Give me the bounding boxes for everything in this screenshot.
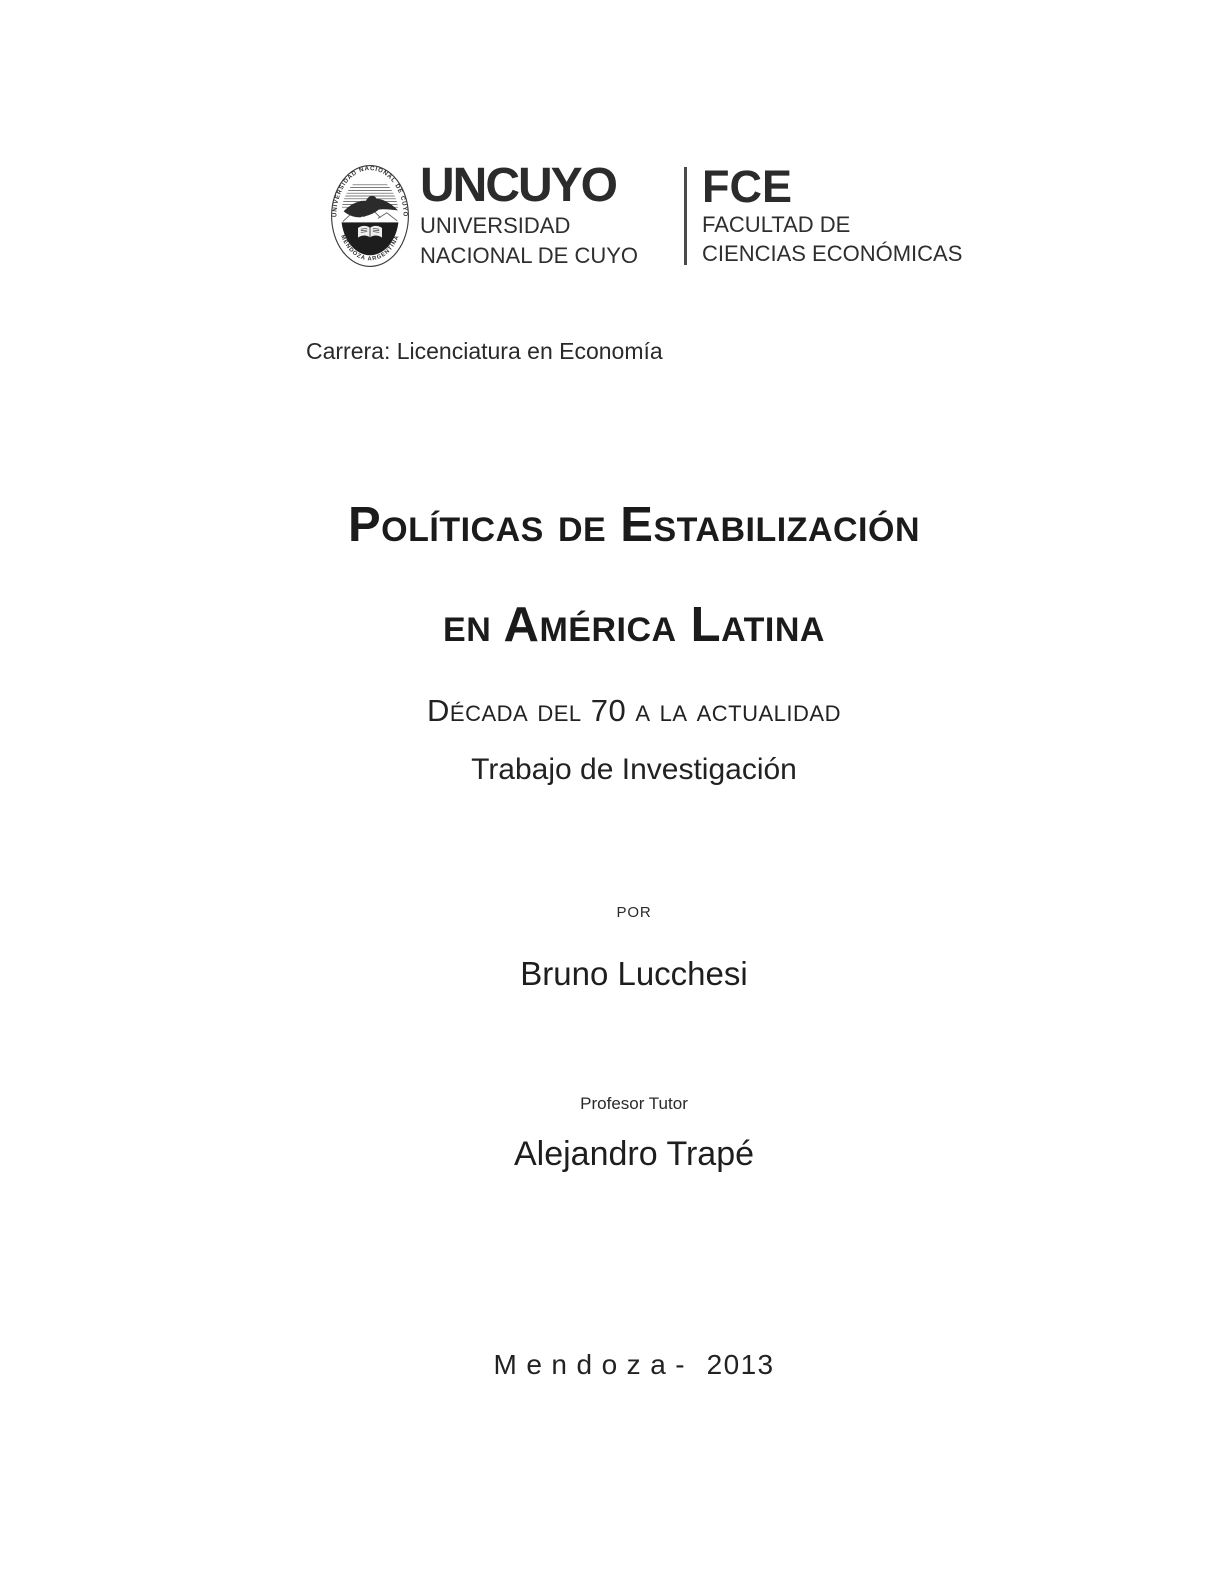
footer-date — [44, 1349, 1224, 1381]
seal-top-text: UNIVERSIDAD NACIONAL DE CUYO — [331, 164, 409, 218]
faculty-acronym: FCE — [702, 161, 793, 212]
university-name-line1: UNIVERSIDAD — [420, 213, 571, 238]
logo-divider — [684, 167, 687, 265]
work-type: Trabajo de Investigación — [471, 753, 797, 786]
faculty-wordmark — [702, 161, 963, 266]
career-line: Carrera: Licenciatura en Economía — [306, 338, 663, 364]
footer-year: 2013 — [706, 1349, 775, 1380]
seal-bottom-text: MENDOZA ARGENTINA — [339, 234, 401, 263]
title-subtitle: Década del 70 a la actualidad — [427, 693, 841, 728]
university-name-line2: NACIONAL DE CUYO — [420, 243, 639, 268]
university-seal-icon — [330, 162, 410, 270]
university-acronym: UNCUYO — [420, 159, 617, 212]
title-line-2: en América Latina — [443, 598, 825, 652]
title-line-1: Políticas de Estabilización — [348, 498, 920, 552]
tutor-label: Profesor Tutor — [580, 1094, 688, 1113]
footer-separator: - — [675, 1349, 685, 1380]
university-logo-header — [330, 159, 963, 270]
university-wordmark — [420, 159, 639, 268]
tutor-name: Alejandro Trapé — [513, 1135, 755, 1173]
faculty-name-line2: CIENCIAS ECONÓMICAS — [702, 241, 963, 266]
footer-place: Mendoza — [493, 1349, 676, 1380]
faculty-name-line1: FACULTAD DE — [702, 212, 851, 237]
author-name: Bruno Lucchesi — [520, 955, 748, 992]
author-label: POR — [616, 904, 652, 921]
